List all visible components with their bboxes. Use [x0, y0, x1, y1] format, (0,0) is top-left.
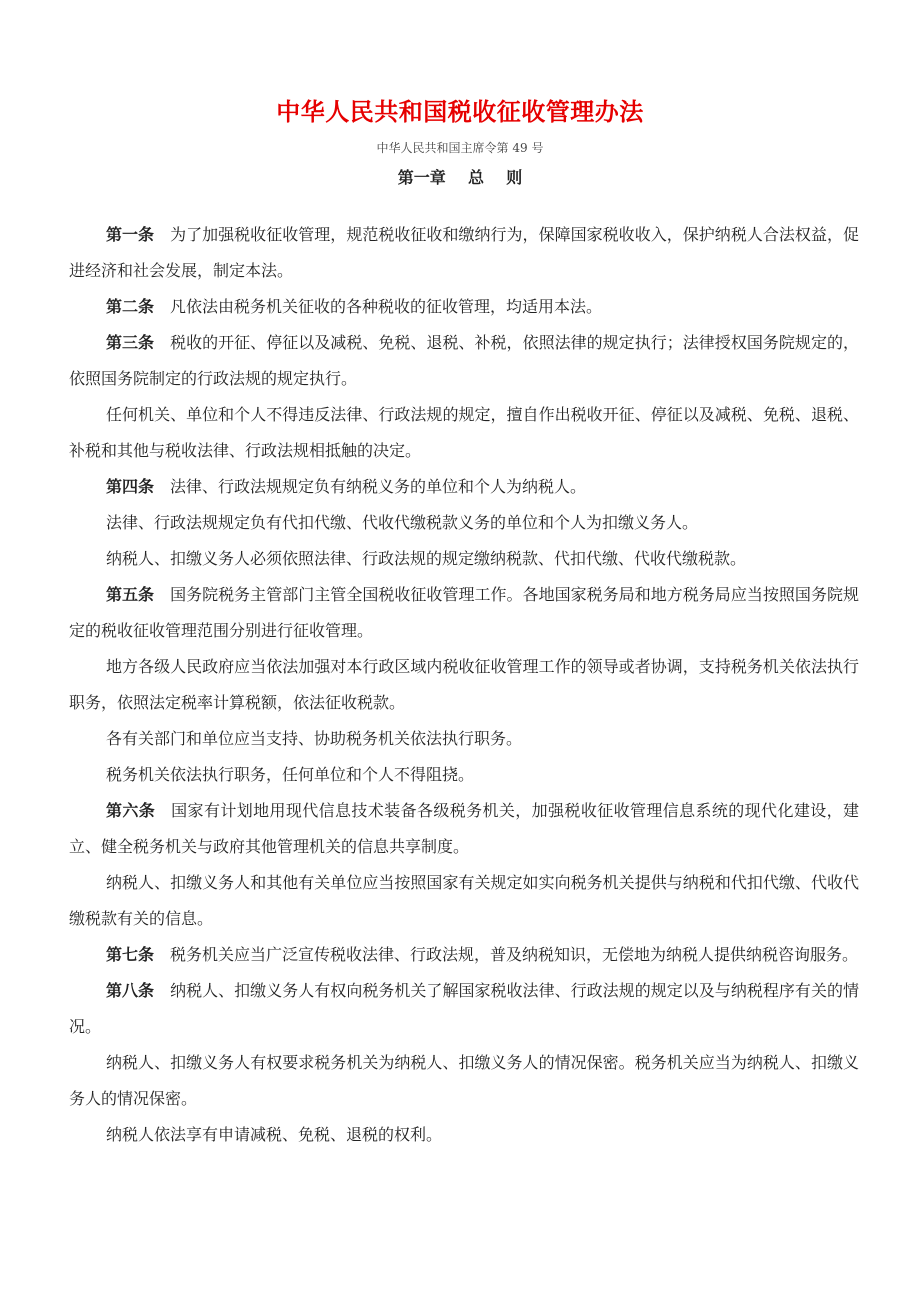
article-number: 第四条: [106, 477, 155, 496]
paragraph-text: 税收的开征、停征以及减税、免税、退税、补税，依照法律的规定执行；法律授权国务院规定的，依照国务院制定的行政法规的规定执行。: [69, 333, 859, 388]
paragraph: [69, 397, 859, 469]
article-number: 第八条: [106, 981, 155, 1000]
paragraph: [69, 865, 859, 937]
paragraph: [69, 793, 859, 865]
paragraph-text: 地方各级人民政府应当依法加强对本行政区域内税收征收管理工作的领导或者协调，支持税务机关依法执行职务，依照法定税率计算税额，依法征收税款。: [69, 657, 859, 712]
paragraph-text: 为了加强税收征收管理，规范税收征收和缴纳行为，保障国家税收收入，保护纳税人合法权益，促进经济和社会发展，制定本法。: [69, 225, 859, 280]
article-number: 第二条: [106, 297, 155, 316]
paragraph-text: 纳税人、扣缴义务人必须依照法律、行政法规的规定缴纳税款、代扣代缴、代收代缴税款。: [106, 549, 747, 568]
paragraph-text: 任何机关、单位和个人不得违反法律、行政法规的规定，擅自作出税收开征、停征以及减税、免税、退税、补税和其他与税收法律、行政法规相抵触的决定。: [69, 405, 859, 460]
paragraph: [69, 1117, 859, 1153]
paragraph-text: 纳税人、扣缴义务人有权向税务机关了解国家税收法律、行政法规的规定以及与纳税程序有关的情况。: [69, 981, 859, 1036]
paragraph-text: 税务机关应当广泛宣传税收法律、行政法规，普及纳税知识，无偿地为纳税人提供纳税咨询服务。: [170, 945, 859, 964]
document-title: 中华人民共和国税收征收管理办法: [276, 97, 644, 126]
paragraph: [69, 289, 859, 325]
paragraph-text: 国家有计划地用现代信息技术装备各级税务机关，加强税收征收管理信息系统的现代化建设，建立、健全税务机关与政府其他管理机关的信息共享制度。: [69, 801, 859, 856]
article-number: 第一条: [106, 225, 155, 244]
paragraph-text: 凡依法由税务机关征收的各种税收的征收管理，均适用本法。: [170, 297, 603, 316]
paragraph-text: 国务院税务主管部门主管全国税收征收管理工作。各地国家税务局和地方税务局应当按照国务院规定的税收征收管理范围分别进行征收管理。: [69, 585, 859, 640]
paragraph: [69, 1045, 859, 1117]
article-number: 第六条: [106, 801, 156, 820]
paragraph: [69, 757, 859, 793]
paragraph-text: 法律、行政法规规定负有纳税义务的单位和个人为纳税人。: [170, 477, 587, 496]
paragraph-text: 纳税人、扣缴义务人有权要求税务机关为纳税人、扣缴义务人的情况保密。税务机关应当为纳税人、扣缴义务人的情况保密。: [69, 1053, 859, 1108]
article-number: 第五条: [106, 585, 155, 604]
paragraph: [69, 937, 859, 973]
paragraph: [69, 469, 859, 505]
paragraph: [69, 577, 859, 649]
paragraph: [69, 973, 859, 1045]
paragraph-text: 各有关部门和单位应当支持、协助税务机关依法执行职务。: [106, 729, 523, 748]
paragraph: [69, 649, 859, 721]
paragraph: [69, 217, 859, 289]
paragraph: [69, 325, 859, 397]
paragraph: [69, 505, 859, 541]
paragraph: [69, 721, 859, 757]
paragraph-text: 税务机关依法执行职务，任何单位和个人不得阻挠。: [106, 765, 475, 784]
paragraph: [69, 541, 859, 577]
article-number: 第三条: [106, 333, 155, 352]
paragraph-text: 纳税人依法享有申请减税、免税、退税的权利。: [106, 1125, 443, 1144]
paragraph-text: 纳税人、扣缴义务人和其他有关单位应当按照国家有关规定如实向税务机关提供与纳税和代扣代缴、代收代缴税款有关的信息。: [69, 873, 859, 928]
document-body: [69, 217, 859, 1153]
chapter-heading: 第一章 总 则: [397, 168, 523, 187]
article-number: 第七条: [106, 945, 155, 964]
paragraph-text: 法律、行政法规规定负有代扣代缴、代收代缴税款义务的单位和个人为扣缴义务人。: [106, 513, 699, 532]
document-subtitle: 中华人民共和国主席令第 49 号: [376, 141, 544, 155]
